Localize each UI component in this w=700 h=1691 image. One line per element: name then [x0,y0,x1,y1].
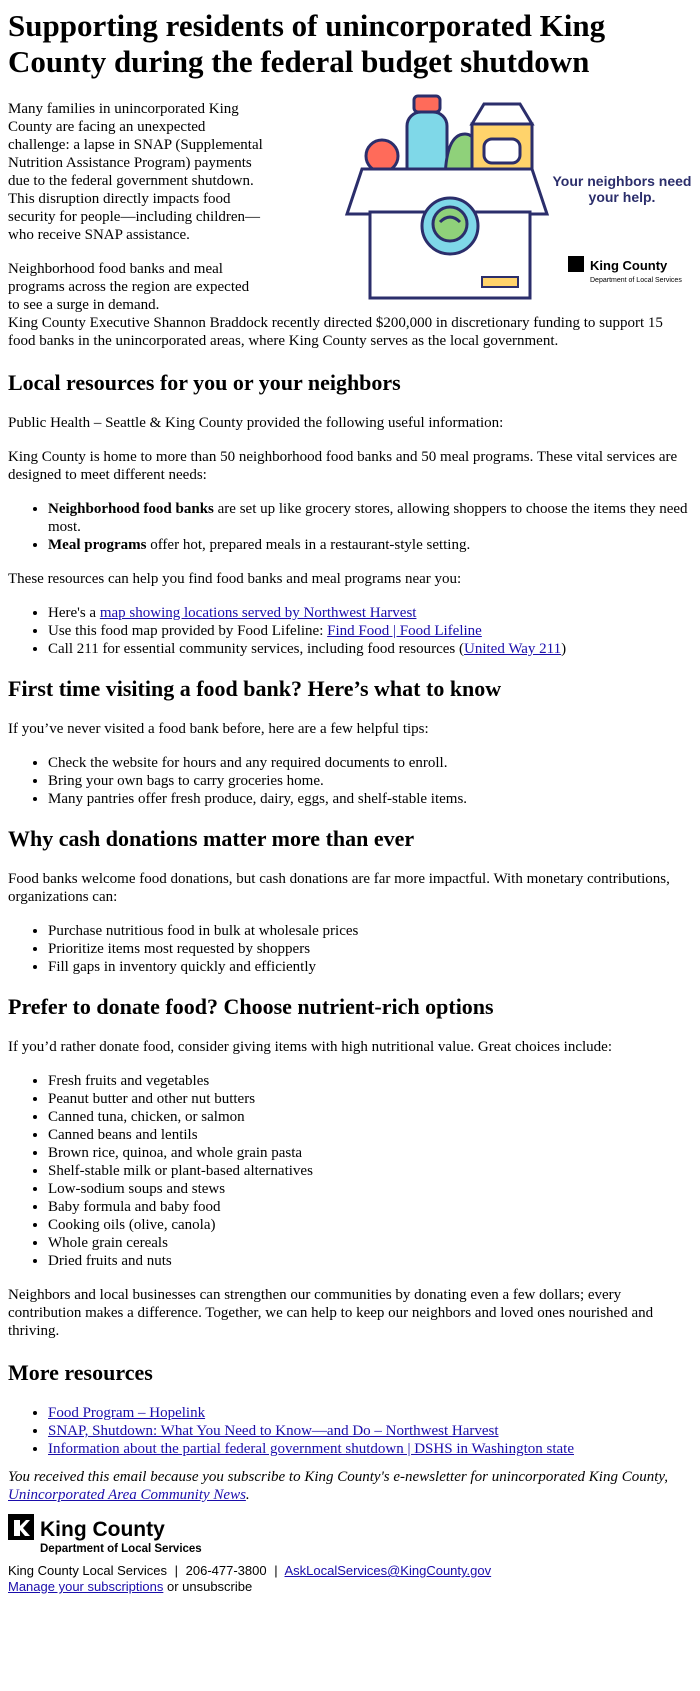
need-desc: offer hot, prepared meals in a restaurant-style setting. [146,537,471,553]
list-item: • Dried fruits and nuts [48,1252,692,1270]
local-p1: Public Health – Seattle & King County provided the following useful information: [8,415,504,431]
subscription-notice: You received this email because you subscribe to King County's e-newsletter for unincorporated King County, Unincorporated Area Community News. [8,1469,668,1503]
list-item: • Canned tuna, chicken, or salmon [48,1108,692,1126]
cash-intro: Food banks welcome food donations, but cash donations are far more impactful. With monetary contributions, organizations can: [8,871,670,905]
cash-list [8,922,692,976]
needs-list [8,500,692,554]
food-donation-illustration [332,94,700,304]
list-item: • Shelf-stable milk or plant-based alternatives [48,1162,692,1180]
list-item: • Here's a map showing locations served by Northwest Harvest [48,604,692,622]
list-item [48,500,692,536]
footer-org: King County Local Services [8,1563,167,1578]
intro-paragraph-2a: Neighborhood food banks and meal programs across the region are expected to see a surge in demand. [8,261,250,313]
separator: | [274,1563,278,1578]
list-item: • Prioritize items most requested by shoppers [48,940,692,958]
food-intro: If you’d rather donate food, consider giving items with high nutritional value. Great choices include: [8,1039,612,1055]
list-item: • Many pantries offer fresh produce, dairy, eggs, and shelf-stable items. [48,790,692,808]
first-time-heading: First time visiting a food bank? Here’s what to know [8,676,502,701]
intro-paragraph-2b: King County Executive Shannon Braddock recently directed $200,000 in discretionary funding to support 15 food banks in the unincorporated areas, where King County serves as the local government. [8,315,663,349]
need-desc: are set up like grocery stores, allowing shoppers to choose the items they need most. [48,501,688,535]
united-way-211-link[interactable]: United Way 211 [464,641,562,657]
local-p2: King County is home to more than 50 neighborhood food banks and 50 meal programs. These vital services are designed to meet different needs: [8,449,678,483]
footer-email-link[interactable]: AskLocalServices@KingCounty.gov [284,1563,492,1578]
food-closing: Neighbors and local businesses can strengthen our communities by donating even a few dollars; every contribution makes a difference. Together, we can help to keep our neighbors and loved ones nourished and thriving. [8,1287,654,1339]
unsubscribe-text: or unsubscribe [163,1579,253,1594]
tips-list [8,754,692,808]
list-item [48,536,692,554]
list-item: • Whole grain cereals [48,1234,692,1252]
local-p3: These resources can help you find food banks and meal programs near you: [8,571,462,587]
list-item [48,1440,692,1458]
list-item: • Peanut butter and other nut butters [48,1090,692,1108]
footer-logo-dept: Department of Local Services [40,1543,202,1555]
list-item: • Canned beans and lentils [48,1126,692,1144]
list-item: • Bring your own bags to carry groceries home. [48,772,692,790]
logo-name: King County [590,258,668,273]
tagline-line2: your help. [588,189,656,205]
page-title: Supporting residents of unincorporated King County during the federal budget shutdown [8,8,606,79]
dshs-shutdown-link[interactable]: Information about the partial federal government shutdown | DSHS in Washington state [48,1441,574,1457]
resource-links-list [8,604,692,658]
list-item [48,1422,692,1440]
food-list [8,1072,692,1270]
list-item: • Low-sodium soups and stews [48,1180,692,1198]
logo-dept: Department of Local Services [590,277,682,284]
cash-heading: Why cash donations matter more than ever [8,826,415,851]
food-lifeline-link[interactable]: Find Food | Food Lifeline [327,623,482,639]
footer-contact [8,1563,692,1579]
hopelink-link[interactable]: Food Program – Hopelink [48,1405,206,1421]
list-item: • Use this food map provided by Food Lifeline: Find Food | Food Lifeline [48,622,692,640]
more-resources-heading: More resources [8,1360,153,1385]
northwest-harvest-snap-link[interactable]: SNAP, Shutdown: What You Need to Know—and Do – Northwest Harvest [48,1423,499,1439]
need-term: Neighborhood food banks [48,501,214,517]
first-time-intro: If you’ve never visited a food bank before, here are a few helpful tips: [8,721,429,737]
manage-subscriptions-link[interactable]: Manage your subscriptions [8,1579,164,1594]
list-item: • Brown rice, quinoa, and whole grain pasta [48,1144,692,1162]
list-item: • Check the website for hours and any required documents to enroll. [48,754,692,772]
separator: | [174,1563,178,1578]
list-item [48,1404,692,1422]
need-term: Meal programs [48,537,147,553]
community-news-link[interactable]: Unincorporated Area Community News [8,1487,246,1503]
list-item: • Call 211 for essential community services, including food resources (United Way 211) [48,640,692,658]
food-heading: Prefer to donate food? Choose nutrient-rich options [8,994,494,1019]
list-item: • Fill gaps in inventory quickly and efficiently [48,958,692,976]
local-resources-heading: Local resources for you or your neighbors [8,370,401,395]
intro-column [8,100,263,314]
tagline-line1: Your neighbors need [552,173,692,189]
king-county-logo [8,1512,238,1556]
more-resources-list [8,1404,692,1458]
footer-subscription [8,1579,692,1595]
king-county-logo [568,256,682,284]
list-item: • Cooking oils (olive, canola) [48,1216,692,1234]
northwest-harvest-map-link[interactable]: map showing locations served by Northwest Harvest [99,605,417,621]
list-item: • Fresh fruits and vegetables [48,1072,692,1090]
list-item: • Baby formula and baby food [48,1198,692,1216]
list-item: • Purchase nutritious food in bulk at wholesale prices [48,922,692,940]
intro-paragraph-1: Many families in unincorporated King County are facing an unexpected challenge: a lapse in SNAP (Supplemental Nutrition Assistance Program) payments due to the federal government shutdown. This disruption directly impacts food security for people—including children—who receive SNAP assistance. [8,101,263,243]
footer-logo-name: King County [40,1518,165,1541]
footer-logo [8,1512,692,1561]
footer-phone: 206-477-3800 [185,1563,267,1578]
